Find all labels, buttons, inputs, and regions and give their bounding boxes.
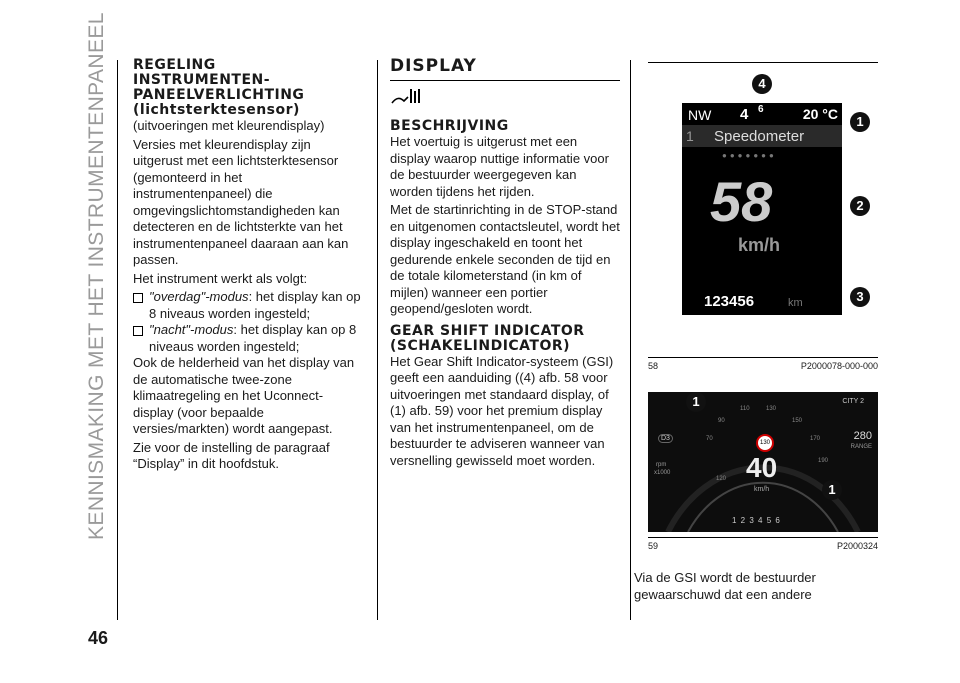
figure-top-rule xyxy=(648,62,878,63)
section-heading: REGELING INSTRUMENTEN- PANEELVERLICHTING (lichtsterktesensor) xyxy=(133,57,305,118)
speed-value: 40 xyxy=(746,452,778,483)
page-dots: ●●●●●●● xyxy=(722,151,777,160)
list-item: "overdag"-modus: het display kan op 8 niveaus worden ingesteld; xyxy=(133,289,363,322)
speed-unit: km/h xyxy=(754,486,770,493)
column-2 xyxy=(390,58,620,471)
drive-mode: CITY 2 xyxy=(842,398,864,405)
paragraph: (uitvoeringen met kleurendisplay) xyxy=(133,118,325,133)
speed-unit: km/h xyxy=(738,235,781,255)
callout-1: 1 xyxy=(850,112,870,132)
subheading: GEAR SHIFT INDICATOR (SCHAKELINDICATOR) xyxy=(390,322,585,354)
checkbox-bullet-icon xyxy=(133,326,143,336)
gear-mode: D3 xyxy=(658,434,673,443)
column-divider xyxy=(630,60,631,620)
tick-label: 150 xyxy=(792,418,803,424)
chapter-title: KENNISMAKING MET HET INSTRUMENTENPANEEL xyxy=(85,12,108,540)
rpm-label: rpm xyxy=(656,462,667,468)
range-value: 280 xyxy=(853,430,872,442)
standard-display-figure xyxy=(682,103,842,315)
caption-rule xyxy=(648,357,878,358)
paragraph: Zie voor de instelling de paragraaf “Display” in dit hoofdstuk. xyxy=(133,439,330,471)
gear-strip: 1 2 3 4 5 6 xyxy=(732,516,781,525)
hand-write-icon xyxy=(390,87,426,107)
callout-4: 4 xyxy=(752,74,772,94)
column-divider xyxy=(377,60,378,620)
callout-2: 2 xyxy=(850,196,870,216)
menu-index: 1 xyxy=(686,128,694,144)
compass-heading: NW xyxy=(688,107,712,123)
paragraph: Het instrument werkt als volgt: xyxy=(133,270,308,286)
tick-label: 110 xyxy=(740,406,750,412)
paragraph: Het Gear Shift Indicator-systeem (GSI) geeft een aanduiding ((4) afb. 58 voor uitvoeringen met standaard display, of (1) afb. 59) voor het premium display van het instrumentenpaneel, om de bestuurder te adviseren wanneer van versnelling gewisseld moet worden. xyxy=(390,353,614,468)
range-label: RANGE xyxy=(850,444,872,450)
column-1 xyxy=(133,58,363,475)
callout-1: 1 xyxy=(686,392,706,412)
page-number: 46 xyxy=(88,628,109,648)
column-3 xyxy=(634,570,880,605)
paragraph: Het voertuig is uitgerust met een display waarop nuttige informatie voor de bestuurder weergegeven kan worden tijdens het rijden. xyxy=(390,134,609,199)
odometer-unit: km xyxy=(788,297,803,309)
figure-caption: 59 P2000324 xyxy=(648,541,878,551)
title-rule xyxy=(390,80,620,81)
figure-caption: 58 P2000078-000-000 xyxy=(648,361,878,371)
tick-label: 90 xyxy=(718,418,725,424)
speed-value: 58 xyxy=(710,170,773,233)
tick-label: 190 xyxy=(818,458,829,464)
rpm-multiplier: x1000 xyxy=(654,470,671,476)
paragraph: Ook de helderheid van het display van de automatische twee-zone klimaatregeling en het Uconnect-display (voor bepaalde versies/markten) wordt aangepast. xyxy=(133,355,355,436)
current-gear: 4 xyxy=(740,106,749,123)
paragraph: Via de GSI wordt de bestuurder gewaarschuwd dat een andere xyxy=(634,570,816,602)
tick-label: 70 xyxy=(706,436,713,442)
premium-display-figure xyxy=(648,392,878,532)
subheading: BESCHRIJVING xyxy=(390,118,509,134)
menu-label: Speedometer xyxy=(714,128,805,145)
paragraph: Versies met kleurendisplay zijn uitgerust met een lichtsterktesensor (gemonteerd in het instrumentenpaneel) die omgevingslichtomstandigheden kan detecteren en de lichtsterkte van het instrumentenpaneel daaraan aan kan passen. xyxy=(133,136,349,267)
tick-label: 170 xyxy=(810,436,821,442)
caption-rule xyxy=(648,537,878,538)
checkbox-bullet-icon xyxy=(133,293,143,303)
paragraph: Met de startinrichting in de STOP-stand en uitgenomen contactsleutel, wordt het display ingeschakeld en toont het gedurende enkele seconden de tijd en de totale kilometerstand (in km of mijlen) wanneer een portier geopend/gesloten wordt. xyxy=(390,202,620,316)
suggested-gear: 6 xyxy=(758,104,764,115)
odometer: 123456 xyxy=(704,293,755,310)
callout-3: 3 xyxy=(850,287,870,307)
chapter-rule xyxy=(117,60,118,620)
speed-limit-sign: 130 xyxy=(756,434,774,452)
section-title: DISPLAY xyxy=(390,56,477,76)
tick-label: 130 xyxy=(766,406,777,412)
list-item: "nacht"-modus: het display kan op 8 niveaus worden ingesteld; xyxy=(133,322,363,355)
outside-temperature: 20 °C xyxy=(802,106,838,122)
callout-1: 1 xyxy=(822,480,842,500)
tick-label: 120 xyxy=(716,476,727,482)
